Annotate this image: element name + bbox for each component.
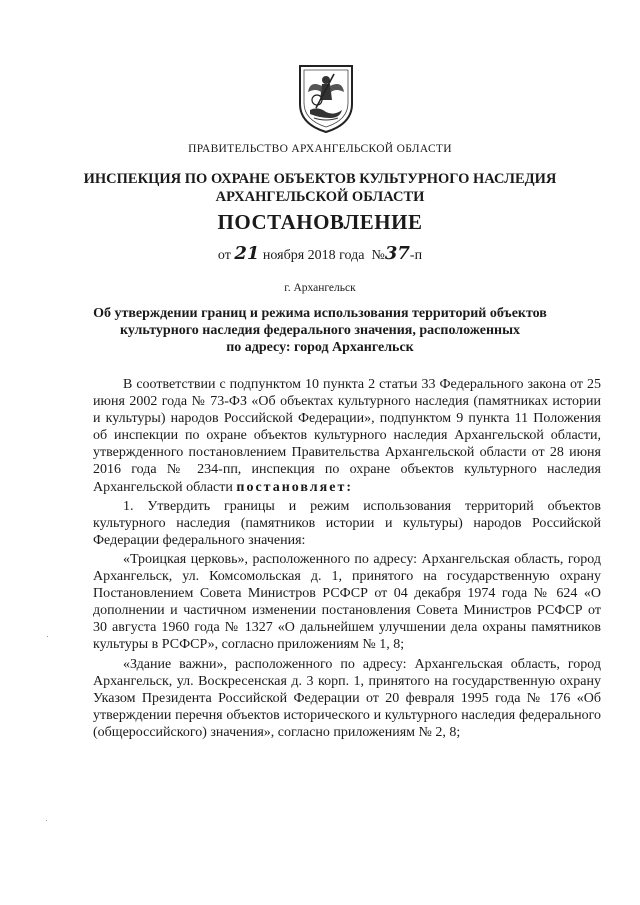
inspection-name-line1: ИНСПЕКЦИЯ ПО ОХРАНЕ ОБЪЕКТОВ КУЛЬТУРНОГО НАСЛЕДИЯ: [83, 171, 557, 187]
preamble-text: В соответствии с подпунктом 10 пункта 2 статьи 33 Федерального закона от 25 июня 2002 года № 73-ФЗ «Об объектах культурного наследия (памятниках истории и культуры) народов Российской Федерации», подпунктом 9 пункта 11 Положения об инспекции по охране объектов культурного наследия Архангельской области, утвержденного постановлением Правительства Архангельской области от 28 июня 2016 года № 234-пп, инспекция по охране объектов культурного наследия Архангельской области: [93, 377, 601, 495]
inspection-name-line2: АРХАНГЕЛЬСКОЙ ОБЛАСТИ: [215, 189, 425, 205]
scan-speck: [47, 636, 48, 637]
paragraph-item-1: 1. Утвердить границы и режим использования территорий объектов культурного наследия (памятников истории и культуры) народов Российской Федерации федерального значения:: [93, 498, 601, 548]
date-day-handwritten: 21: [234, 243, 260, 264]
paragraph-preamble: [93, 376, 601, 496]
date-number-line: [0, 243, 640, 264]
paragraph-vazhnya-building: «Здание важни», расположенного по адресу: Архангельская область, город Архангельск, ул. Воскресенская д. 3 корп. 1, принятого на государственную охрану Указом Президента Российской Федерации от 20 февраля 1995 года № 176 «Об утверждении перечня объектов исторического и культурного наследия федерального (общероссийского) значения», согласно приложениям № 2, 8;: [93, 656, 601, 740]
subject-line2: культурного наследия федерального значения, расположенных: [119, 323, 521, 338]
document-subject: [0, 305, 640, 356]
date-rest: ноября 2018 года: [262, 248, 365, 263]
government-name: ПРАВИТЕЛЬСТВО АРХАНГЕЛЬСКОЙ ОБЛАСТИ: [188, 143, 452, 155]
subject-line1: Об утверждении границ и режима использования территорий объектов: [93, 306, 547, 321]
number-prefix: №: [371, 248, 385, 263]
document-body: [93, 376, 601, 743]
paragraph-trinity-church: «Троицкая церковь», расположенного по адресу: Архангельская область, город Архангельск, ул. Комсомольская д. 1, принятого на государственную охрану Постановлением Совета Министров РСФСР от 04 декабря 1974 года № 624 «О дополнении и частичном изменении постановления Совета Министров РСФСР от 30 августа 1960 года № 1327 «О дальнейшем улучшении дела охраны памятников культуры в РСФСР», согласно приложениям № 1, 8;: [93, 551, 601, 653]
subject-line3: по адресу: город Архангельск: [226, 340, 414, 355]
coat-of-arms-emblem: [296, 60, 356, 134]
city-line: г. Архангельск: [284, 282, 356, 294]
document-title: ПОСТАНОВЛЕНИЕ: [217, 210, 423, 234]
number-suffix: -п: [409, 248, 423, 263]
decree-word: постановляет:: [236, 479, 353, 495]
inspection-name: [0, 170, 640, 206]
date-prefix: от: [217, 248, 231, 263]
scan-speck: [46, 820, 47, 821]
number-handwritten: 37: [384, 243, 410, 264]
